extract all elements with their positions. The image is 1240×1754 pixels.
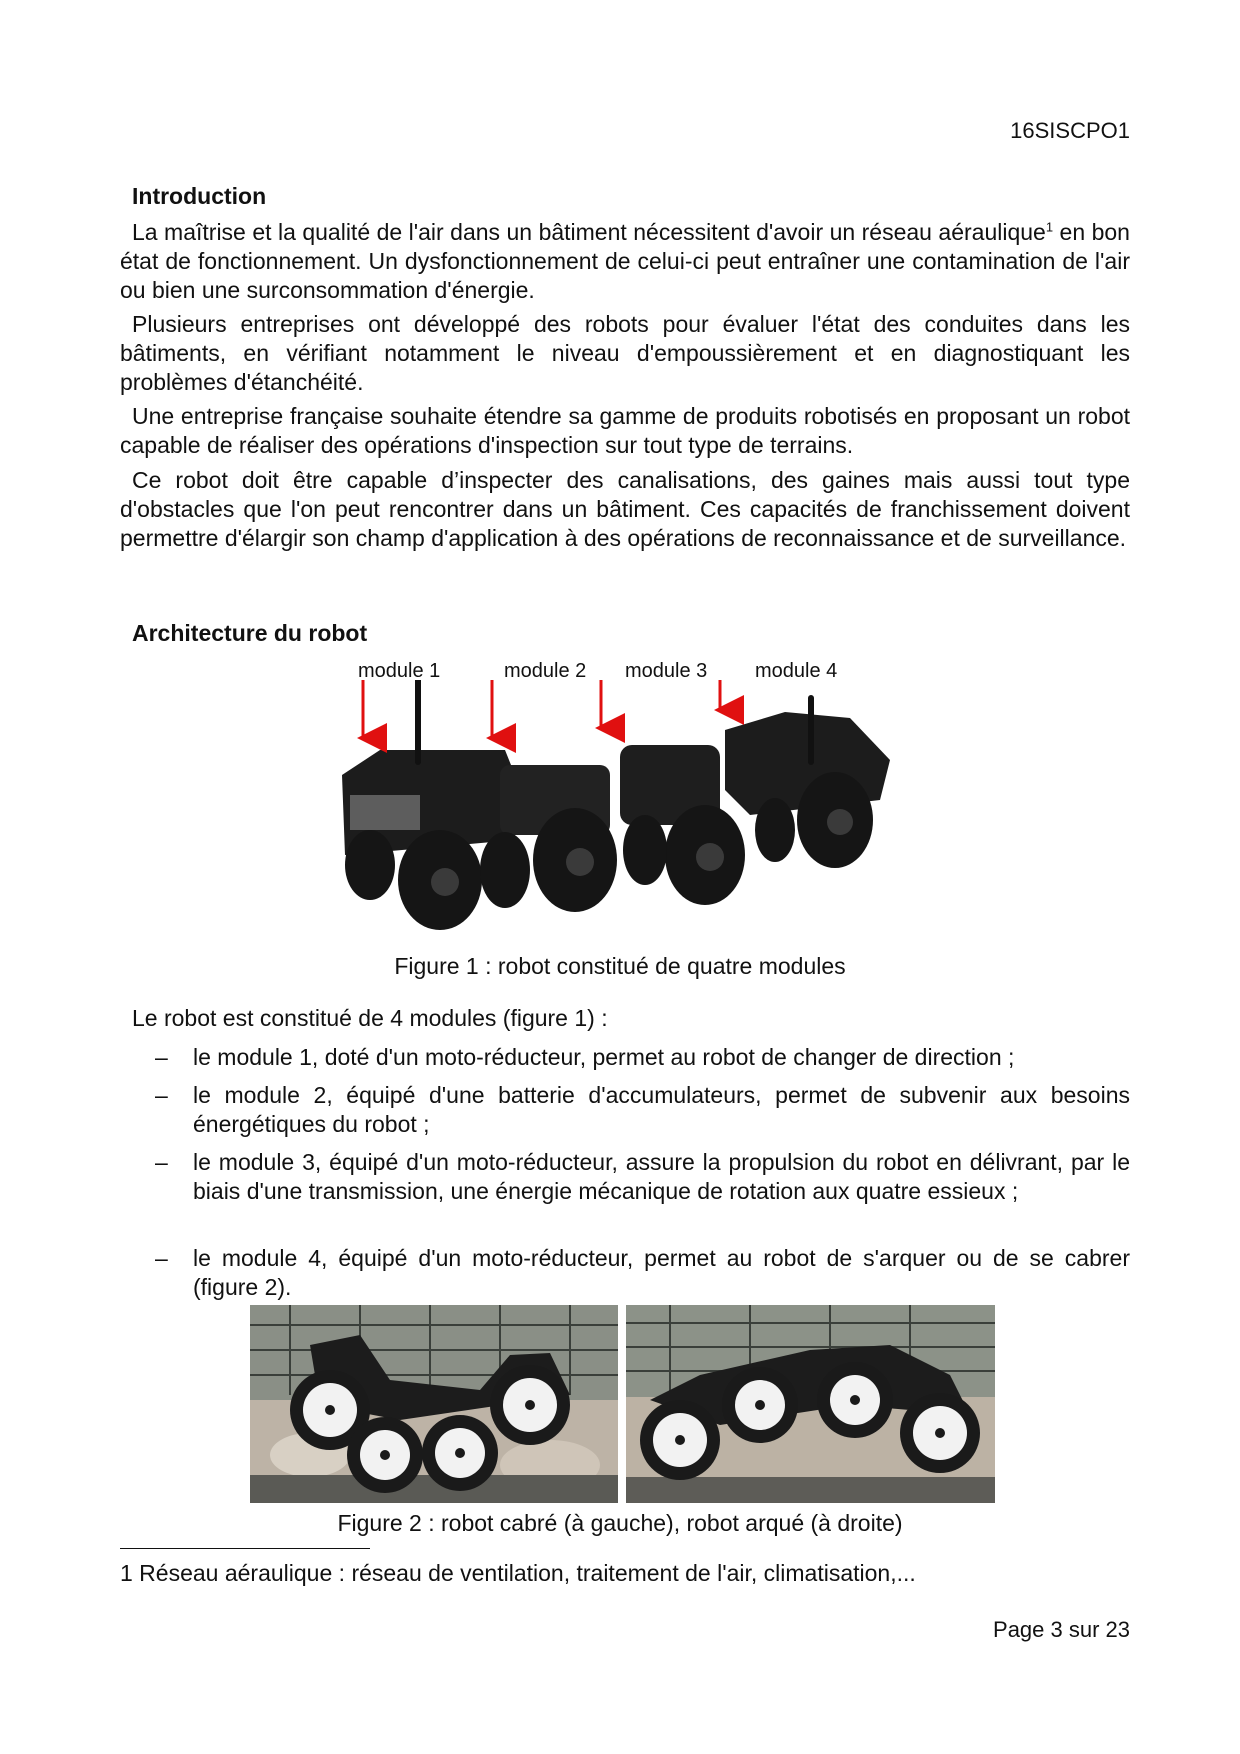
bullet-dash: – [155,1082,168,1108]
intro-paragraph-2: Plusieurs entreprises ont développé des robots pour évaluer l'état des conduites dans les bâtiments, en vérifiant notamment le niveau d'empoussièrement et en diagnostiquant les problèmes d'étanchéité. [120,311,1130,395]
footnote-separator [120,1548,370,1549]
architecture-heading: Architecture du robot [132,620,368,646]
footnote-ref: 1 [1045,219,1054,235]
module-list-text-2: le module 2, équipé d'une batterie d'accumulateurs, permet de subvenir aux besoins énergétiques du robot ; [193,1082,1130,1137]
figure-2-robot-photos [250,1305,995,1503]
module-list-intro: Le robot est constitué de 4 modules (figure 1) : [132,1005,608,1031]
module-3-label: module 3 [625,660,708,682]
intro-heading: Introduction [132,183,267,209]
bullet-dash: – [155,1044,168,1070]
intro-p1-part-b: en bon état de fonctionnement. Un dysfonctionnement de celui-ci peut entraîner une contamination de l'air ou bien une surconsommation d'énergie. [120,219,1130,303]
footnote: 1 Réseau aéraulique : réseau de ventilation, traitement de l'air, climatisation,... [120,1560,916,1586]
module-list-item-2 [155,1081,1130,1139]
document-code: 16SISCPO1 [1010,118,1130,143]
module-1-label: module 1 [358,660,441,682]
module-list-item-4 [155,1244,1130,1302]
module-2-label: module 2 [504,660,587,682]
intro-paragraph-4: Ce robot doit être capable d’inspecter des canalisations, des gaines mais aussi tout type d'obstacles que l'on peut rencontrer dans un bâtiment. Ces capacités de franchissement doivent permettre d'élargir son champ d'application à des opérations de reconnaissance et de surveillance. [120,467,1130,551]
intro-paragraph-1 [120,218,1130,305]
module-list-item-3 [155,1148,1130,1206]
module-list-text-3: le module 3, équipé d'un moto-réducteur, assure la propulsion du robot en délivrant, par le biais d'une transmission, une énergie mécanique de rotation aux quatre essieux ; [193,1149,1130,1204]
figure-2-caption: Figure 2 : robot cabré (à gauche), robot arqué (à droite) [337,1510,903,1536]
figure-1-caption: Figure 1 : robot constitué de quatre modules [394,953,846,979]
intro-p1-part-a: La maîtrise et la qualité de l'air dans un bâtiment nécessitent d'avoir un réseau aéraulique [132,219,1046,245]
module-list-text-1: le module 1, doté d'un moto-réducteur, permet au robot de changer de direction ; [193,1044,1015,1070]
intro-paragraph-3: Une entreprise française souhaite étendre sa gamme de produits robotisés en proposant un robot capable de réaliser des opérations d'inspection sur tout type de terrains. [120,403,1130,458]
figure-1-robot-image [330,680,930,950]
module-list-item-1 [155,1043,1130,1072]
page-number: Page 3 sur 23 [993,1617,1130,1642]
module-list-text-4: le module 4, équipé d'un moto-réducteur, permet au robot de s'arquer ou de se cabrer (figure 2). [193,1245,1130,1300]
bullet-dash: – [155,1149,168,1175]
bullet-dash: – [155,1245,168,1271]
module-4-label: module 4 [755,660,838,682]
